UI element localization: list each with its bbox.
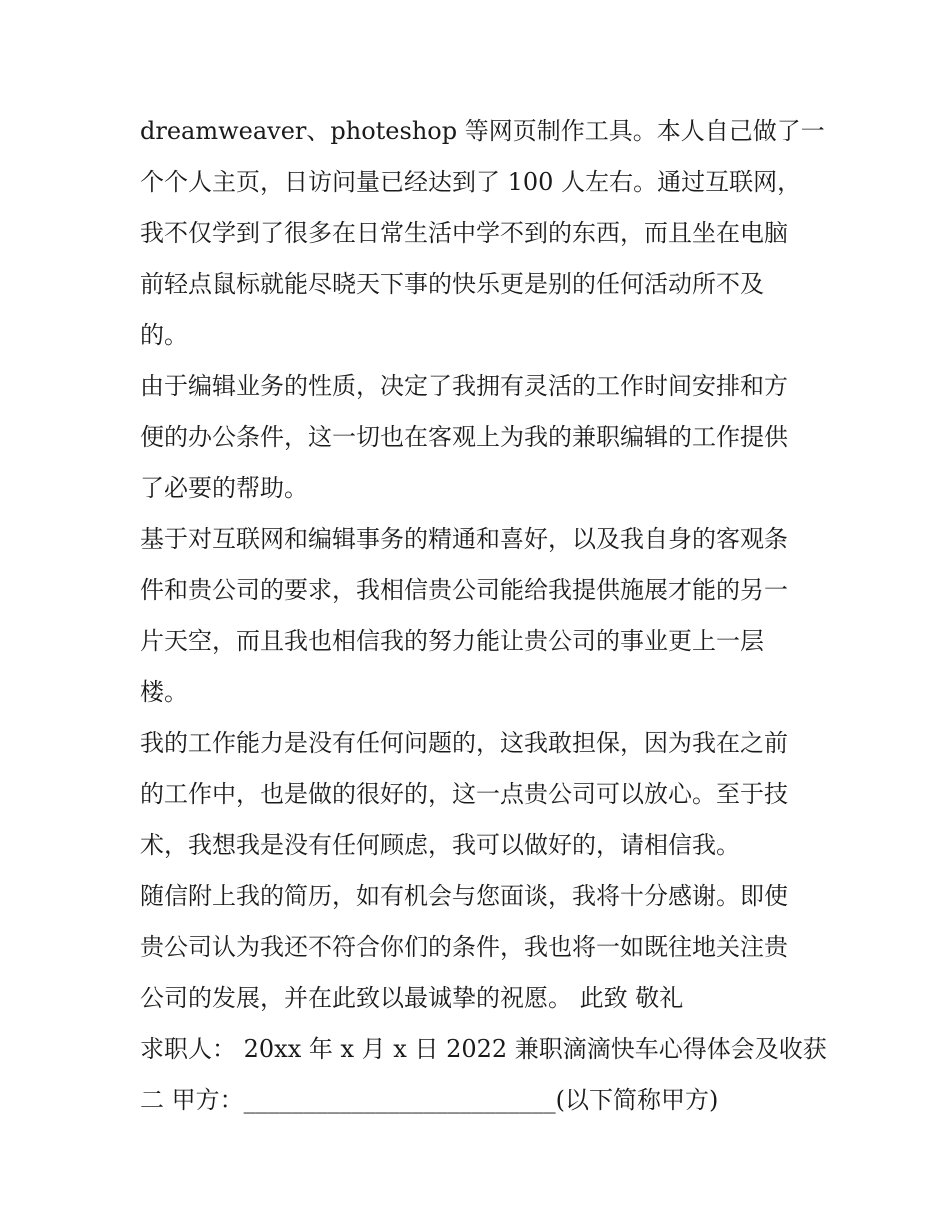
text-line: 我不仅学到了很多在日常生活中学不到的东西，而且坐在电脑 bbox=[140, 219, 788, 247]
text-line: 片天空，而且我也相信我的努力能让贵公司的事业更上一层 bbox=[140, 627, 764, 655]
text-line: 贵公司认为我还不符合你们的条件，我也将一如既往地关注贵 bbox=[140, 933, 788, 961]
text-line: 术，我想我是没有任何顾虑，我可以做好的，请相信我。 bbox=[140, 831, 740, 859]
document-body bbox=[140, 106, 830, 1126]
text-line: 楼。 bbox=[140, 678, 188, 706]
text-line: dreamweaver、photeshop 等网页制作工具。本人自己做了一 bbox=[140, 117, 825, 145]
text-line: 个个人主页，日访问量已经达到了 100 人左右。通过互联网， bbox=[140, 168, 802, 196]
text-line: 的。 bbox=[140, 321, 188, 349]
text-line: 件和贵公司的要求，我相信贵公司能给我提供施展才能的另一 bbox=[140, 576, 788, 604]
text-line: 基于对互联网和编辑事务的精通和喜好，以及我自身的客观条 bbox=[140, 525, 788, 553]
text-line: 随信附上我的简历，如有机会与您面谈，我将十分感谢。即使 bbox=[140, 882, 788, 910]
text-line: 我的工作能力是没有任何问题的，这我敢担保，因为我在之前 bbox=[140, 729, 788, 757]
party-a-line: 二 甲方：__________________________(以下简称甲方) bbox=[140, 1086, 719, 1114]
text-line: 的工作中，也是做的很好的，这一点贵公司可以放心。至于技 bbox=[140, 780, 788, 808]
text-line: 公司的发展，并在此致以最诚挚的祝愿。 此致 敬礼 bbox=[140, 984, 684, 1012]
text-line: 了必要的帮助。 bbox=[140, 474, 308, 502]
text-line: 由于编辑业务的性质，决定了我拥有灵活的工作时间安排和方 bbox=[140, 372, 788, 400]
signature-line: 求职人： 20xx 年 x 月 x 日 2022 兼职滴滴快车心得体会及收获 bbox=[140, 1035, 827, 1063]
text-line: 前轻点鼠标就能尽晓天下事的快乐更是别的任何活动所不及 bbox=[140, 270, 764, 298]
text-line: 便的办公条件，这一切也在客观上为我的兼职编辑的工作提供 bbox=[140, 423, 788, 451]
